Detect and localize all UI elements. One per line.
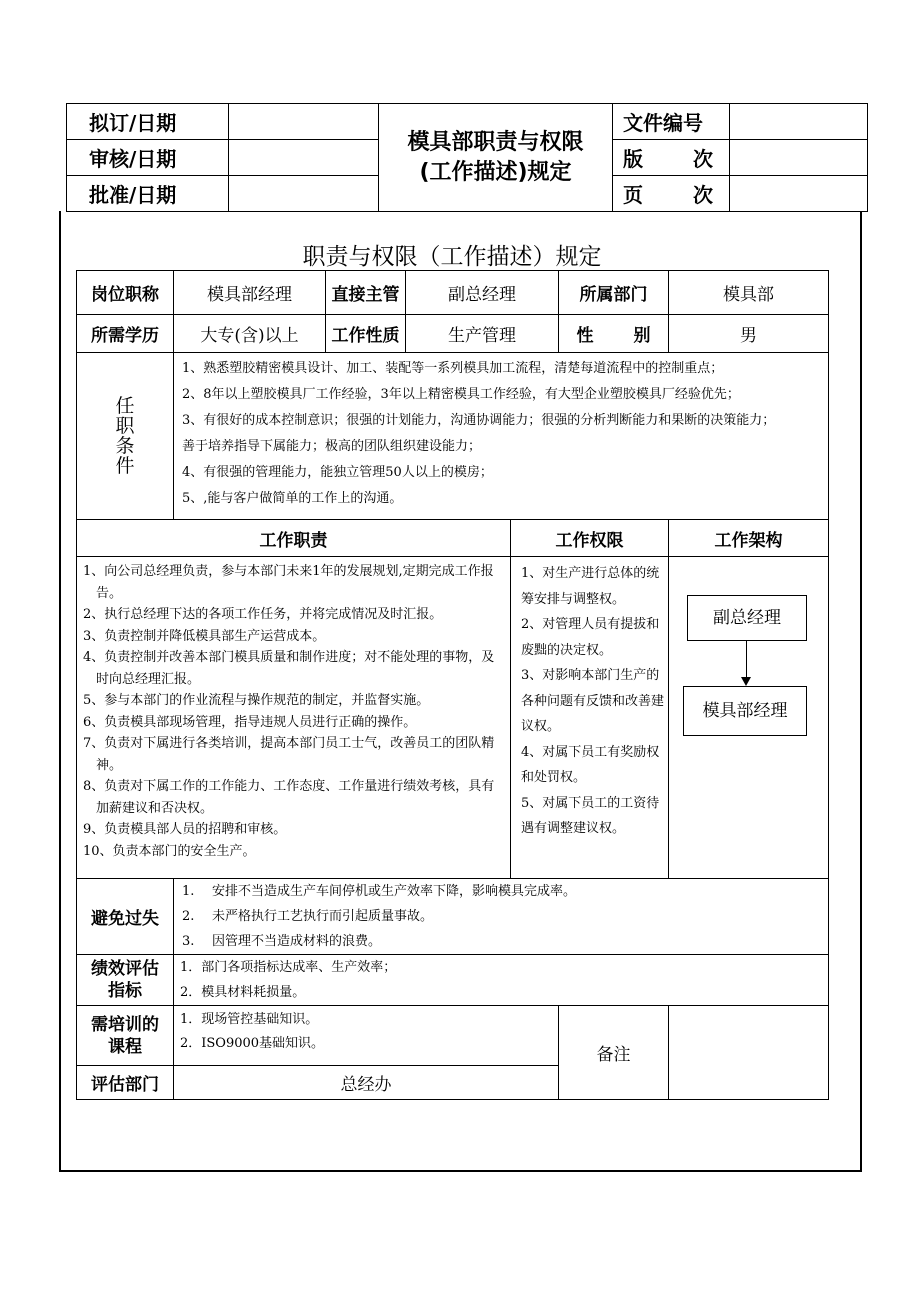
arrow-down-icon	[741, 677, 751, 686]
list-item: 2. 未严格执行工艺执行而引起质量事故。	[182, 909, 434, 924]
doc-no-label: 文件编号	[613, 104, 730, 140]
page-label: 页 次	[613, 176, 730, 212]
nature-value: 生产管理	[406, 315, 559, 353]
dept-value: 模具部	[669, 271, 829, 315]
kpi-label: 绩效评估 指标	[77, 955, 174, 1006]
job-description-table	[76, 270, 829, 1100]
training-label: 需培训的 课程	[77, 1006, 174, 1066]
document-title: 职责与权限（工作描述）规定	[302, 244, 602, 270]
org-box-top: 副总经理	[687, 595, 807, 641]
doc-header-title: 模具部职责与权限 (工作描述)规定	[379, 104, 613, 212]
dept-label: 所属部门	[559, 271, 669, 315]
remarks-value	[669, 1006, 829, 1100]
structure-header: 工作架构	[669, 520, 829, 557]
duties-list	[77, 557, 511, 879]
position-label: 岗位职称	[77, 271, 174, 315]
version-value	[730, 140, 868, 176]
list-item: 3. 因管理不当造成材料的浪费。	[182, 934, 382, 949]
evaluation-label: 评估部门	[77, 1066, 174, 1100]
training-list	[174, 1006, 559, 1066]
list-item: 10、负责本部门的安全生产。	[83, 843, 256, 859]
drafted-value	[229, 104, 379, 140]
approved-value	[229, 176, 379, 212]
list-item: 6、负责模具部现场管理，指导违规人员进行正确的操作。	[83, 714, 417, 730]
list-item: 5、对属下员工的工资待遇有调整建议权。	[521, 795, 660, 836]
list-item: 2、执行总经理下达的各项工作任务，并将完成情况及时汇报。	[83, 607, 443, 622]
org-connector	[746, 641, 747, 681]
drafted-label: 拟订/日期	[67, 104, 229, 140]
list-item: 8、负责对下属工作的工作能力、工作态度、工作量进行绩效考核，具有加薪建议和否决权。	[83, 779, 495, 816]
duties-header: 工作职责	[77, 520, 511, 557]
list-item: 2．模具材料耗损量。	[180, 985, 306, 1000]
list-item: 4、负责控制并改善本部门模具质量和制作进度；对不能处理的事物，及时向总经理汇报。	[83, 650, 495, 687]
header-table	[66, 103, 868, 212]
list-item: 1、熟悉塑胶精密模具设计、加工、装配等一系列模具加工流程，清楚每道流程中的控制重点；	[182, 361, 724, 376]
evaluation-value: 总经办	[174, 1066, 559, 1100]
list-item: 2、对管理人员有提拔和废黜的决定权。	[521, 617, 660, 658]
education-label: 所需学历	[77, 315, 174, 353]
list-item: 3、负责控制并降低模具部生产运营成本。	[83, 628, 326, 644]
list-item: 9、负责模具部人员的招聘和审核。	[83, 822, 287, 837]
gender-value: 男	[669, 315, 829, 353]
supervisor-value: 副总经理	[406, 271, 559, 315]
list-item: 3、有很好的成本控制意识；很强的计划能力，沟通协调能力；很强的分析判断能力和果断的决策能力；	[182, 413, 776, 428]
list-item: 5、参与本部门的作业流程与操作规范的制定，并监督实施。	[83, 693, 430, 708]
qualifications-label: 任 职 条 件	[77, 353, 174, 520]
org-box-bottom: 模具部经理	[683, 686, 807, 736]
position-value: 模具部经理	[174, 271, 326, 315]
doc-no-value	[730, 104, 868, 140]
kpi-list	[174, 955, 829, 1006]
list-item: 1、对生产进行总体的统筹安排与调整权。	[521, 566, 660, 607]
list-item: 7、负责对下属进行各类培训，提高本部门员工士气，改善员工的团队精神。	[83, 736, 495, 773]
supervisor-label: 直接主管	[326, 271, 406, 315]
list-item: 1. 安排不当造成生产车间停机或生产效率下降，影响模具完成率。	[182, 884, 577, 899]
approved-label: 批准/日期	[67, 176, 229, 212]
nature-label: 工作性质	[326, 315, 406, 353]
list-item: 2．ISO9000基础知识。	[180, 1036, 325, 1051]
avoid-list	[174, 879, 829, 955]
list-item: 1．现场管控基础知识。	[180, 1012, 319, 1027]
authority-list	[511, 557, 669, 879]
education-value: 大专(含)以上	[174, 315, 326, 353]
version-label: 版 次	[613, 140, 730, 176]
page-value	[730, 176, 868, 212]
list-item: 1、向公司总经理负责，参与本部门未来1年的发展规划,定期完成工作报告。	[83, 564, 494, 601]
reviewed-value	[229, 140, 379, 176]
avoid-label: 避免过失	[77, 879, 174, 955]
org-chart	[669, 557, 829, 879]
gender-label: 性 别	[559, 315, 669, 353]
list-item: 3、对影响本部门生产的各种问题有反馈和改善建议权。	[521, 668, 665, 734]
list-item: 2、8年以上塑胶模具厂工作经验，3年以上精密模具工作经验，有大型企业塑胶模具厂经验优先；	[182, 387, 740, 402]
list-item: 4、对属下员工有奖励权和处罚权。	[521, 744, 660, 785]
qualifications-list	[174, 353, 829, 520]
list-item: 5、,能与客户做简单的工作上的沟通。	[182, 491, 403, 506]
authority-header: 工作权限	[511, 520, 669, 557]
list-item: 1．部门各项指标达成率、生产效率；	[180, 960, 397, 975]
list-item: 4、有很强的管理能力，能独立管理50人以上的模房；	[182, 465, 493, 480]
reviewed-label: 审核/日期	[67, 140, 229, 176]
remarks-label: 备注	[559, 1006, 669, 1100]
list-item: 善于培养指导下属能力；极高的团队组织建设能力；	[182, 439, 482, 454]
